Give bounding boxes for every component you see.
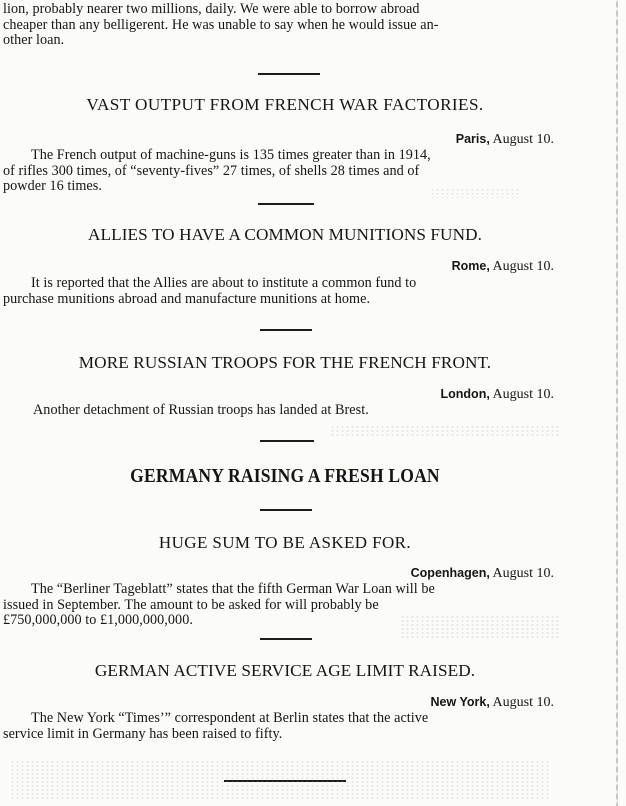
headline-french-factories: VAST OUTPUT FROM FRENCH WAR FACTORIES. [86, 95, 484, 114]
body-line: powder 16 times. [3, 178, 102, 194]
section-rule [258, 203, 314, 205]
section-rule [258, 73, 320, 75]
dateline-date: August 10. [492, 259, 554, 274]
dateline [411, 566, 554, 582]
section-rule [260, 440, 314, 442]
intro-line: other loan. [3, 32, 65, 48]
dateline [441, 387, 554, 403]
headline-russian-troops: MORE RUSSIAN TROOPS FOR THE FRENCH FRONT. [78, 353, 492, 372]
dateline [456, 132, 554, 148]
article-body [3, 403, 565, 419]
body-line: of rifles 300 times, of “seventy-fives” 27 times, of shells 28 times and of [3, 162, 420, 179]
body-line: The “Berliner Tageblatt” states that the fifth German War Loan will be [31, 581, 435, 597]
body-line: The French output of machine-guns is 135 times greater than in 1914, [31, 147, 431, 163]
dateline-place: London, [440, 387, 490, 401]
body-line: It is reported that the Allies are about to institute a common fund to [31, 275, 417, 291]
headline-service-age: GERMAN ACTIVE SERVICE AGE LIMIT RAISED. [94, 661, 476, 680]
dateline-place: Paris, [455, 132, 490, 146]
print-speckle [10, 760, 550, 800]
page-edge-marks [616, 0, 618, 806]
dateline-place: Rome, [451, 259, 490, 273]
body-line: £750,000,000 to £1,000,000,000. [3, 612, 193, 628]
article-body [3, 276, 565, 307]
body-line: The New York “Times’” correspondent at Berlin states that the active [31, 710, 429, 726]
section-rule [260, 638, 312, 640]
intro-line: cheaper than any belligerent. He was unable to say when he would issue an- [3, 16, 439, 33]
dateline-date: August 10. [492, 132, 554, 147]
section-rule [260, 509, 312, 511]
dateline-date: August 10. [492, 695, 554, 710]
section-rule [260, 329, 312, 331]
intro-paragraph [3, 2, 565, 49]
dateline [431, 695, 554, 711]
headline-munitions-fund: ALLIES TO HAVE A COMMON MUNITIONS FUND. [88, 225, 482, 244]
dateline-date: August 10. [492, 566, 554, 581]
body-line: Another detachment of Russian troops has landed at Brest. [33, 402, 369, 418]
intro-line: lion, probably nearer two millions, daily. We were able to borrow abroad [3, 1, 420, 17]
dateline-place: Copenhagen, [410, 566, 490, 580]
subheadline-huge-sum: HUGE SUM TO BE ASKED FOR. [158, 533, 412, 552]
article-body [3, 711, 565, 742]
print-speckle [430, 188, 520, 198]
body-line: purchase munitions abroad and manufacture munitions at home. [3, 290, 371, 307]
print-speckle [330, 425, 560, 437]
dateline-date: August 10. [492, 387, 554, 402]
print-speckle [400, 615, 560, 639]
dateline [452, 259, 554, 275]
headline-germany-loan: GERMANY RAISING A FRESH LOAN [130, 466, 440, 487]
body-line: service limit in Germany has been raised to fifty. [3, 725, 283, 742]
body-line: issued in September. The amount to be asked for will probably be [3, 596, 379, 613]
dateline-place: New York, [430, 695, 490, 709]
